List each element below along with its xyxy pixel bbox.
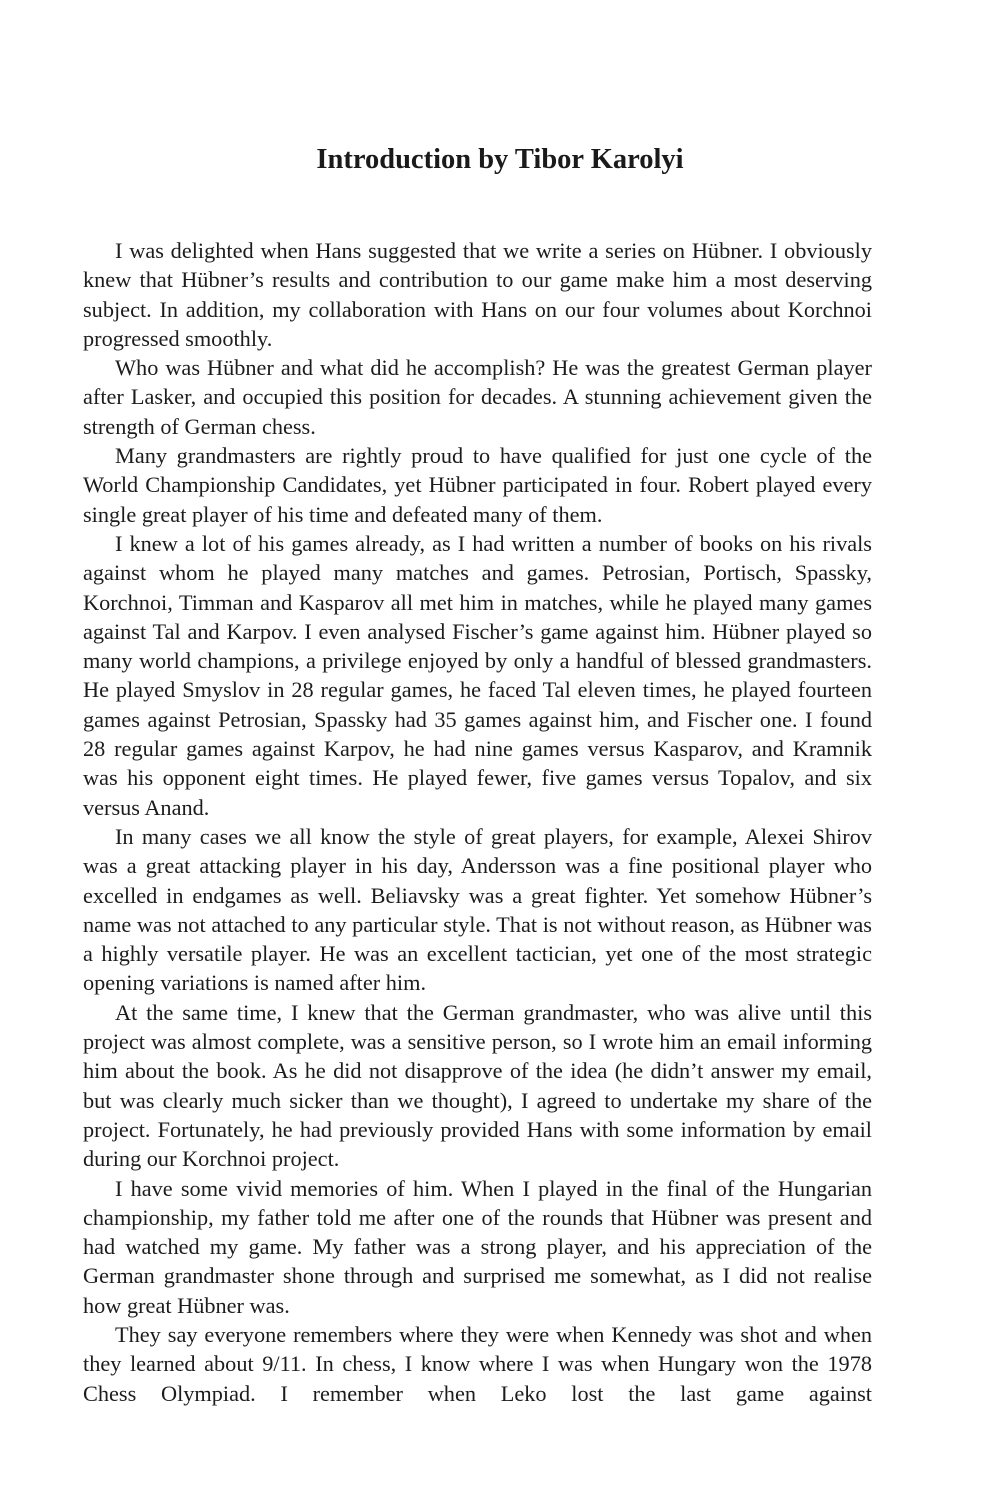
paragraph: In many cases we all know the style of great players, for example, Alexei Shirov was a great attacking player in his day, Andersson was a fine positional player who excelled in endgames as well. Beliavsky was a great fighter. Yet somehow Hübner’s name was not attached to any particular style. That is not without reason, as Hübner was a highly versatile player. He was an excellent tactician, yet one of the most strategic opening variations is named after him. [83,823,872,996]
body-text [83,236,872,1408]
paragraph: They say everyone remembers where they were when Kennedy was shot and when they learned about 9/11. In chess, I know where I was when Hungary won the 1978 Chess Olympiad. I remember when Leko lost the last game against [83,1321,872,1406]
paragraph: At the same time, I knew that the German grandmaster, who was alive until this project was almost complete, was a sensitive person, so I wrote him an email informing him about the book. As he did not disapprove of the idea (he didn’t answer my email, but was clearly much sicker than we thought), I agreed to undertake my share of the project. Fortunately, he had previously provided Hans with some information by email during our Korchnoi project. [83,999,872,1172]
paragraph: Many grandmasters are rightly proud to have qualified for just one cycle of the World Championship Candidates, yet Hübner participated in four. Robert played every single great player of his time and defeated many of them. [83,443,872,527]
paragraph: Who was Hübner and what did he accomplish? He was the greatest German player after Lasker, and occupied this position for decades. A stunning achievement given the strength of German chess. [83,355,872,439]
chapter-title: Introduction by Tibor Karolyi [316,144,684,175]
paragraph: I was delighted when Hans suggested that we write a series on Hübner. I obviously knew that Hübner’s results and contribution to our game make him a most deserving subject. In addition, my collaboration with Hans on our four volumes about Korchnoi progressed smoothly. [83,238,872,351]
paragraph: I knew a lot of his games already, as I had written a number of books on his rivals against whom he played many matches and games. Petrosian, Portisch, Spassky, Korchnoi, Timman and Kasparov all met him in matches, while he played many games against Tal and Karpov. I even analysed Fischer’s game against him. Hübner played so many world champions, a privilege enjoyed by only a handful of blessed grandmasters. He played Smyslov in 28 regular games, he faced Tal eleven times, he played fourteen games against Petrosian, Spassky had 35 games against him, and Fischer one. I found 28 regular games against Karpov, he had nine games versus Kasparov, and Kramnik was his opponent eight times. He played fewer, five games versus Topalov, and six versus Anand. [83,530,872,820]
paragraph: I have some vivid memories of him. When I played in the final of the Hungarian championship, my father told me after one of the rounds that Hübner was present and had watched my game. My father was a strong player, and his appreciation of the German grandmaster shone through and surprised me somewhat, as I did not realise how great Hübner was. [83,1175,872,1318]
